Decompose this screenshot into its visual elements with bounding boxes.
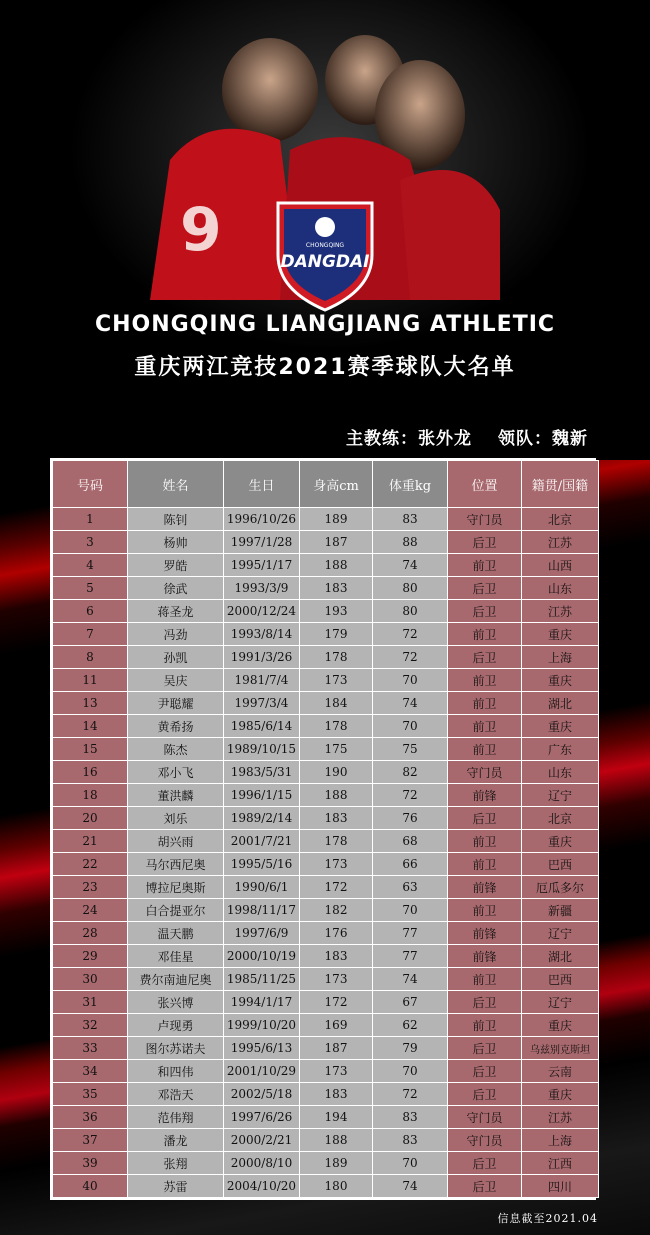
table-cell: 2000/12/24: [224, 600, 300, 623]
table-cell: 2000/2/21: [224, 1129, 300, 1152]
table-cell: 22: [53, 853, 128, 876]
table-cell: 白合提亚尔: [128, 899, 224, 922]
table-cell: 前卫: [448, 623, 522, 646]
table-row: [53, 623, 599, 646]
table-cell: 82: [373, 761, 448, 784]
table-row: [53, 761, 599, 784]
table-cell: 1991/3/26: [224, 646, 300, 669]
roster-table: [50, 458, 596, 1200]
table-cell: 40: [53, 1175, 128, 1198]
table-cell: 前锋: [448, 784, 522, 807]
table-cell: 173: [300, 968, 373, 991]
table-cell: 2000/8/10: [224, 1152, 300, 1175]
table-cell: 后卫: [448, 1037, 522, 1060]
table-row: [53, 922, 599, 945]
table-cell: 1990/6/1: [224, 876, 300, 899]
table-row: [53, 1014, 599, 1037]
table-row: [53, 1060, 599, 1083]
table-cell: 1997/1/28: [224, 531, 300, 554]
table-cell: 79: [373, 1037, 448, 1060]
table-cell: 2001/10/29: [224, 1060, 300, 1083]
table-row: [53, 1152, 599, 1175]
table-cell: 后卫: [448, 991, 522, 1014]
table-cell: 守门员: [448, 1129, 522, 1152]
column-header: 生日: [224, 461, 300, 508]
table-row: [53, 1175, 599, 1198]
table-cell: 62: [373, 1014, 448, 1037]
table-cell: 1989/10/15: [224, 738, 300, 761]
table-cell: 1981/7/4: [224, 669, 300, 692]
table-cell: 188: [300, 554, 373, 577]
table-cell: 80: [373, 577, 448, 600]
table-cell: 辽宁: [522, 991, 599, 1014]
column-header: 籍贯/国籍: [522, 461, 599, 508]
table-cell: 70: [373, 1060, 448, 1083]
table-cell: 172: [300, 876, 373, 899]
table-cell: 2001/7/21: [224, 830, 300, 853]
table-cell: 蒋圣龙: [128, 600, 224, 623]
table-cell: 1: [53, 508, 128, 531]
table-cell: 30: [53, 968, 128, 991]
table-cell: 77: [373, 945, 448, 968]
table-cell: 马尔西尼奥: [128, 853, 224, 876]
table-cell: 1994/1/17: [224, 991, 300, 1014]
table-cell: 前卫: [448, 738, 522, 761]
table-cell: 徐武: [128, 577, 224, 600]
table-cell: 江苏: [522, 531, 599, 554]
table-row: [53, 968, 599, 991]
table-cell: 和四伟: [128, 1060, 224, 1083]
table-cell: 2002/5/18: [224, 1083, 300, 1106]
table-cell: 刘乐: [128, 807, 224, 830]
table-cell: 董洪麟: [128, 784, 224, 807]
table-cell: 83: [373, 1129, 448, 1152]
table-cell: 前卫: [448, 669, 522, 692]
table-cell: 重庆: [522, 715, 599, 738]
table-cell: 上海: [522, 646, 599, 669]
table-cell: 66: [373, 853, 448, 876]
table-cell: 后卫: [448, 807, 522, 830]
table-cell: 1998/11/17: [224, 899, 300, 922]
table-cell: 178: [300, 715, 373, 738]
table-cell: 31: [53, 991, 128, 1014]
table-cell: 178: [300, 830, 373, 853]
table-cell: 20: [53, 807, 128, 830]
table-cell: 前卫: [448, 899, 522, 922]
table-cell: 前锋: [448, 945, 522, 968]
table-header-row: [53, 461, 599, 508]
table-cell: 前锋: [448, 922, 522, 945]
table-cell: 云南: [522, 1060, 599, 1083]
table-cell: 前卫: [448, 692, 522, 715]
table-cell: 80: [373, 600, 448, 623]
table-row: [53, 531, 599, 554]
table-cell: 35: [53, 1083, 128, 1106]
table-row: [53, 554, 599, 577]
table-row: [53, 738, 599, 761]
table-cell: 194: [300, 1106, 373, 1129]
table-cell: 76: [373, 807, 448, 830]
column-header: 身高cm: [300, 461, 373, 508]
table-cell: 75: [373, 738, 448, 761]
team-title-english: CHONGQING LIANGJIANG ATHLETIC: [94, 312, 556, 337]
table-cell: 1989/2/14: [224, 807, 300, 830]
table-cell: 179: [300, 623, 373, 646]
table-cell: 67: [373, 991, 448, 1014]
table-row: [53, 1083, 599, 1106]
table-cell: 33: [53, 1037, 128, 1060]
table-cell: 温天鹏: [128, 922, 224, 945]
table-row: [53, 715, 599, 738]
table-cell: 胡兴雨: [128, 830, 224, 853]
table-cell: 72: [373, 623, 448, 646]
table-cell: 范伟翔: [128, 1106, 224, 1129]
table-row: [53, 669, 599, 692]
table-cell: 1993/3/9: [224, 577, 300, 600]
table-cell: 后卫: [448, 646, 522, 669]
table-cell: 广东: [522, 738, 599, 761]
table-cell: 188: [300, 784, 373, 807]
table-cell: 辽宁: [522, 922, 599, 945]
table-cell: 190: [300, 761, 373, 784]
table-cell: 1995/6/13: [224, 1037, 300, 1060]
table-cell: 后卫: [448, 600, 522, 623]
table-cell: 169: [300, 1014, 373, 1037]
svg-text:9: 9: [180, 195, 222, 265]
table-cell: 182: [300, 899, 373, 922]
table-cell: 88: [373, 531, 448, 554]
table-row: [53, 1037, 599, 1060]
table-row: [53, 692, 599, 715]
table-cell: 172: [300, 991, 373, 1014]
table-cell: 新疆: [522, 899, 599, 922]
table-cell: 重庆: [522, 1014, 599, 1037]
table-cell: 后卫: [448, 1175, 522, 1198]
table-cell: 36: [53, 1106, 128, 1129]
table-cell: 72: [373, 646, 448, 669]
table-cell: 189: [300, 1152, 373, 1175]
table-cell: 175: [300, 738, 373, 761]
table-cell: 1995/5/16: [224, 853, 300, 876]
table-cell: 23: [53, 876, 128, 899]
table-cell: 6: [53, 600, 128, 623]
table-cell: 34: [53, 1060, 128, 1083]
table-row: [53, 807, 599, 830]
table-cell: 乌兹别克斯坦: [522, 1037, 599, 1060]
table-row: [53, 830, 599, 853]
table-cell: 183: [300, 807, 373, 830]
table-cell: 187: [300, 531, 373, 554]
table-cell: 24: [53, 899, 128, 922]
info-date-footnote: 信息截至2021.04: [497, 1212, 598, 1225]
svg-text:DANGDAI: DANGDAI: [280, 252, 370, 272]
table-cell: 邓佳星: [128, 945, 224, 968]
table-cell: 7: [53, 623, 128, 646]
table-cell: 13: [53, 692, 128, 715]
table-cell: 15: [53, 738, 128, 761]
table-cell: 苏雷: [128, 1175, 224, 1198]
table-row: [53, 945, 599, 968]
table-cell: 1997/6/9: [224, 922, 300, 945]
table-cell: 陈杰: [128, 738, 224, 761]
table-cell: 北京: [522, 807, 599, 830]
table-cell: 183: [300, 945, 373, 968]
table-cell: 77: [373, 922, 448, 945]
table-row: [53, 991, 599, 1014]
table-cell: 8: [53, 646, 128, 669]
table-cell: 江苏: [522, 600, 599, 623]
table-cell: 重庆: [522, 830, 599, 853]
table-cell: 183: [300, 1083, 373, 1106]
table-cell: 72: [373, 784, 448, 807]
table-cell: 173: [300, 669, 373, 692]
table-cell: 184: [300, 692, 373, 715]
table-cell: 重庆: [522, 669, 599, 692]
table-cell: 四川: [522, 1175, 599, 1198]
table-row: [53, 899, 599, 922]
table-row: [53, 577, 599, 600]
table-cell: 189: [300, 508, 373, 531]
table-cell: 70: [373, 899, 448, 922]
table-cell: 黄希扬: [128, 715, 224, 738]
table-cell: 山西: [522, 554, 599, 577]
table-cell: 后卫: [448, 1083, 522, 1106]
table-cell: 28: [53, 922, 128, 945]
table-cell: 2000/10/19: [224, 945, 300, 968]
table-cell: 潘龙: [128, 1129, 224, 1152]
table-cell: 187: [300, 1037, 373, 1060]
table-cell: 厄瓜多尔: [522, 876, 599, 899]
team-title-chinese: 重庆两江竞技2021赛季球队大名单: [134, 355, 516, 380]
table-cell: 后卫: [448, 531, 522, 554]
table-cell: 前卫: [448, 853, 522, 876]
table-cell: 吴庆: [128, 669, 224, 692]
table-cell: 冯劲: [128, 623, 224, 646]
table-cell: 前卫: [448, 554, 522, 577]
table-cell: 湖北: [522, 692, 599, 715]
table-cell: 18: [53, 784, 128, 807]
table-cell: 176: [300, 922, 373, 945]
table-cell: 巴西: [522, 853, 599, 876]
table-cell: 后卫: [448, 1060, 522, 1083]
table-cell: 74: [373, 554, 448, 577]
table-cell: 72: [373, 1083, 448, 1106]
table-cell: 4: [53, 554, 128, 577]
table-cell: 1985/6/14: [224, 715, 300, 738]
table-cell: 1983/5/31: [224, 761, 300, 784]
column-header: 号码: [53, 461, 128, 508]
table-cell: 张翔: [128, 1152, 224, 1175]
table-cell: 山东: [522, 761, 599, 784]
table-cell: 37: [53, 1129, 128, 1152]
table-cell: 江苏: [522, 1106, 599, 1129]
table-cell: 张兴博: [128, 991, 224, 1014]
table-cell: 前卫: [448, 715, 522, 738]
table-cell: 1997/3/4: [224, 692, 300, 715]
table-cell: 70: [373, 715, 448, 738]
table-row: [53, 600, 599, 623]
table-cell: 11: [53, 669, 128, 692]
staff-line: [320, 424, 588, 449]
table-row: [53, 1106, 599, 1129]
table-cell: 74: [373, 692, 448, 715]
table-cell: 83: [373, 1106, 448, 1129]
table-cell: 重庆: [522, 623, 599, 646]
table-cell: 180: [300, 1175, 373, 1198]
table-cell: 后卫: [448, 577, 522, 600]
club-logo: [270, 195, 380, 315]
table-cell: 1995/1/17: [224, 554, 300, 577]
table-cell: 1993/8/14: [224, 623, 300, 646]
table-cell: 孙凯: [128, 646, 224, 669]
table-cell: 巴西: [522, 968, 599, 991]
table-cell: 193: [300, 600, 373, 623]
table-cell: 16: [53, 761, 128, 784]
table-row: [53, 508, 599, 531]
table-cell: 费尔南迪尼奥: [128, 968, 224, 991]
table-cell: 邓浩天: [128, 1083, 224, 1106]
table-cell: 74: [373, 1175, 448, 1198]
table-cell: 辽宁: [522, 784, 599, 807]
table-cell: 68: [373, 830, 448, 853]
table-row: [53, 876, 599, 899]
table-cell: 后卫: [448, 1152, 522, 1175]
table-cell: 上海: [522, 1129, 599, 1152]
table-cell: 32: [53, 1014, 128, 1037]
table-cell: 江西: [522, 1152, 599, 1175]
table-row: [53, 784, 599, 807]
table-row: [53, 646, 599, 669]
table-cell: 邓小飞: [128, 761, 224, 784]
table-cell: 74: [373, 968, 448, 991]
column-header: 姓名: [128, 461, 224, 508]
head-coach: 主教练：张外龙: [346, 429, 472, 449]
table-cell: 前卫: [448, 1014, 522, 1037]
table-cell: 图尔苏诺夫: [128, 1037, 224, 1060]
table-cell: 前卫: [448, 830, 522, 853]
table-cell: 尹聪耀: [128, 692, 224, 715]
table-cell: 173: [300, 1060, 373, 1083]
table-cell: 前锋: [448, 876, 522, 899]
table-cell: 183: [300, 577, 373, 600]
table-cell: 173: [300, 853, 373, 876]
table-cell: 5: [53, 577, 128, 600]
table-cell: 1996/1/15: [224, 784, 300, 807]
table-row: [53, 1129, 599, 1152]
table-cell: 山东: [522, 577, 599, 600]
table-cell: 卢现勇: [128, 1014, 224, 1037]
table-cell: 63: [373, 876, 448, 899]
table-cell: 守门员: [448, 1106, 522, 1129]
table-cell: 70: [373, 1152, 448, 1175]
table-cell: 博拉尼奥斯: [128, 876, 224, 899]
table-cell: 70: [373, 669, 448, 692]
team-leader: 领队：魏新: [498, 429, 588, 449]
table-cell: 14: [53, 715, 128, 738]
table-cell: 1997/6/26: [224, 1106, 300, 1129]
hero-banner: [0, 0, 650, 460]
svg-text:CHONGQING: CHONGQING: [305, 242, 345, 249]
table-cell: 83: [373, 508, 448, 531]
table-cell: 杨帅: [128, 531, 224, 554]
table-cell: 178: [300, 646, 373, 669]
table-cell: 罗皓: [128, 554, 224, 577]
table-cell: 21: [53, 830, 128, 853]
column-header: 体重kg: [373, 461, 448, 508]
table-cell: 北京: [522, 508, 599, 531]
table-cell: 29: [53, 945, 128, 968]
table-cell: 39: [53, 1152, 128, 1175]
table-cell: 前卫: [448, 968, 522, 991]
table-cell: 2004/10/20: [224, 1175, 300, 1198]
table-cell: 3: [53, 531, 128, 554]
table-cell: 1985/11/25: [224, 968, 300, 991]
table-cell: 1999/10/20: [224, 1014, 300, 1037]
table-cell: 守门员: [448, 761, 522, 784]
table-cell: 守门员: [448, 508, 522, 531]
table-cell: 陈钊: [128, 508, 224, 531]
table-cell: 188: [300, 1129, 373, 1152]
table-cell: 湖北: [522, 945, 599, 968]
table-cell: 重庆: [522, 1083, 599, 1106]
table-cell: 1996/10/26: [224, 508, 300, 531]
column-header: 位置: [448, 461, 522, 508]
table-row: [53, 853, 599, 876]
